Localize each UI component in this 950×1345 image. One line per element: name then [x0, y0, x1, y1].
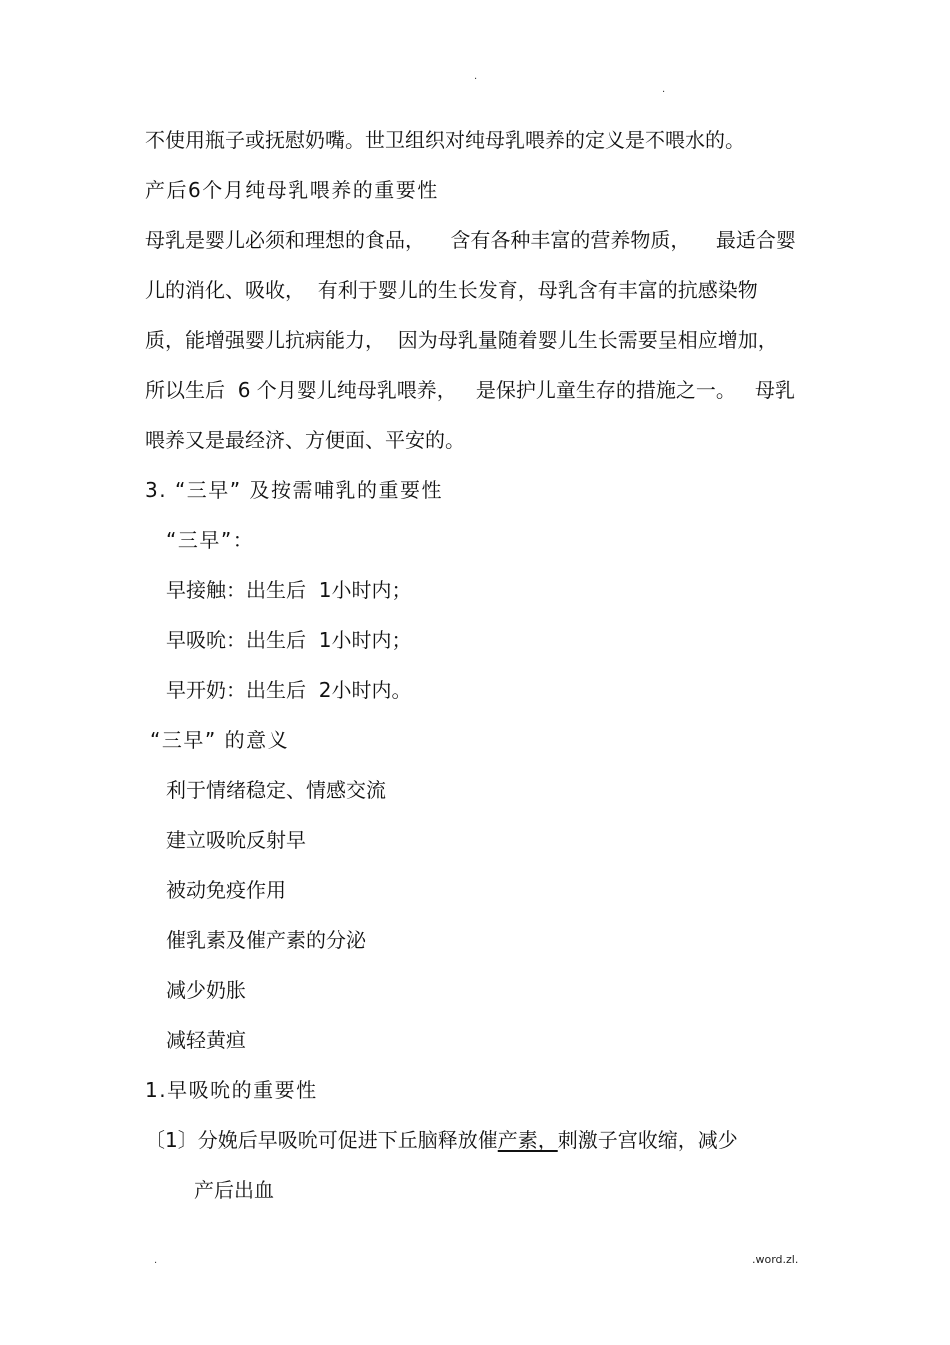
list-item: 早吸吮：出生后 1小时内；	[166, 628, 412, 652]
paragraph-line: 喂养又是最经济、方便面、平安的。	[145, 428, 465, 452]
footer-dot: .	[154, 1255, 158, 1266]
paragraph-line: 母乳是婴儿必须和理想的食品， 含有各种丰富的营养物质， 最适合婴	[145, 228, 796, 252]
sub-heading: “三早”：	[166, 528, 255, 552]
list-item: 被动免疫作用	[166, 878, 286, 902]
underlined-text: 产素，	[497, 1128, 558, 1152]
list-item: 减轻黄疸	[166, 1028, 246, 1052]
list-item: 建立吸吮反射早	[166, 828, 306, 852]
list-item: 利于情绪稳定、情感交流	[166, 778, 386, 802]
list-item: 催乳素及催产素的分泌	[166, 928, 366, 952]
list-item: 减少奶胀	[166, 978, 246, 1002]
section-heading: 1.早吸吮的重要性	[145, 1078, 318, 1102]
paragraph-line: 质，能增强婴儿抗病能力， 因为母乳量随着婴儿生长需要呈相应增加，	[145, 328, 778, 352]
paragraph-line: 所以生后 6 个月婴儿纯母乳喂养， 是保护儿童生存的措施之一。 母乳	[145, 378, 795, 402]
header-dot-left: .	[474, 71, 478, 82]
paragraph-line: 不使用瓶子或抚慰奶嘴。世卫组织对纯母乳喂养的定义是不喂水的。	[145, 128, 745, 152]
footer-text: .word.zl.	[752, 1253, 799, 1266]
list-item: 早开奶：出生后 2小时内。	[166, 678, 412, 702]
header-dot-right: .	[662, 84, 666, 95]
section-heading: 3. “三早” 及按需哺乳的重要性	[145, 478, 444, 502]
paragraph-line: 儿的消化、吸收， 有利于婴儿的生长发育，母乳含有丰富的抗感染物	[145, 278, 758, 302]
list-item: 早接触：出生后 1小时内；	[166, 578, 412, 602]
numbered-item-text: 〔1〕分娩后早吸吮可促进下丘脑释放催	[145, 1128, 498, 1152]
section-heading: 产后6个月纯母乳喂养的重要性	[145, 178, 439, 202]
numbered-item-continuation: 产后出血	[194, 1178, 274, 1202]
numbered-item	[145, 1128, 738, 1152]
numbered-item-text: 刺激子宫收缩，减少	[557, 1128, 738, 1152]
sub-heading: “三早” 的意义	[150, 728, 290, 752]
